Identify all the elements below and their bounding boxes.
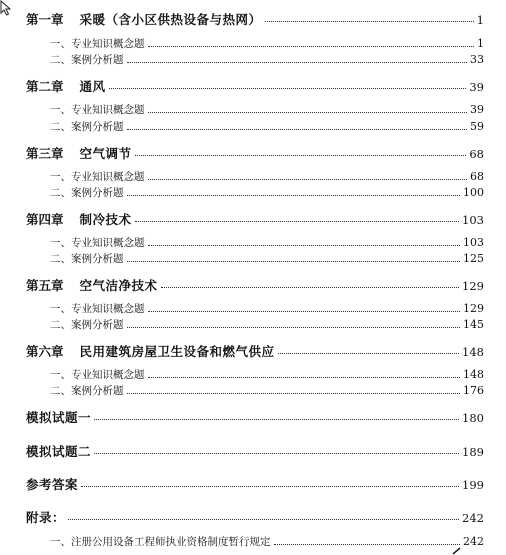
page-number: 59	[470, 120, 484, 133]
dot-leader	[148, 244, 461, 246]
page-number: 189	[462, 445, 484, 459]
dot-leader	[94, 452, 459, 454]
toc-appendix[interactable]	[26, 508, 484, 526]
dot-leader	[109, 87, 467, 89]
page-number: 129	[463, 302, 484, 315]
toc-section[interactable]	[50, 251, 484, 266]
section-label: 一、专业知识概念题	[50, 237, 145, 249]
section-label: 二、案例分析题	[50, 121, 124, 133]
toc-section[interactable]	[50, 169, 484, 184]
page-number: 180	[462, 411, 484, 425]
page-number: 148	[462, 345, 484, 359]
dot-leader	[135, 220, 460, 222]
toc-chapter-5[interactable]	[26, 276, 484, 294]
dot-leader	[127, 392, 461, 394]
dot-leader	[68, 518, 459, 520]
page-number: 125	[463, 252, 484, 265]
section-label: 二、案例分析题	[50, 54, 124, 66]
scan-mark-icon	[452, 545, 462, 555]
section-label: 一、专业知识概念题	[50, 303, 145, 315]
chapter-number: 第五章	[26, 278, 64, 293]
page-number: 242	[463, 535, 484, 548]
page-number: 68	[469, 147, 484, 161]
dot-leader	[148, 111, 468, 113]
toc-reference-answers[interactable]	[26, 475, 484, 493]
toc-section[interactable]	[50, 52, 484, 67]
dot-leader	[161, 286, 460, 288]
page-number: 199	[462, 478, 484, 492]
entry-title: 模拟试题二	[26, 444, 92, 459]
section-label: 一、注册公用设备工程师执业资格制度暂行规定	[50, 536, 271, 548]
toc-chapter-4[interactable]	[26, 210, 484, 228]
chapter-number: 第一章	[26, 12, 64, 27]
toc-section[interactable]	[50, 36, 484, 51]
entry-title: 参考答案	[26, 477, 79, 492]
page-number: 129	[462, 279, 484, 293]
page-number: 148	[463, 368, 484, 381]
page-number: 39	[470, 103, 484, 116]
section-label: 一、专业知识概念题	[50, 171, 145, 183]
chapter-number: 第四章	[26, 212, 64, 227]
toc-section[interactable]	[50, 119, 484, 134]
dot-leader	[148, 45, 475, 47]
dot-leader	[274, 543, 461, 545]
section-label: 二、案例分析题	[50, 385, 124, 397]
toc-mock-test-2[interactable]	[26, 442, 484, 460]
page-number: 176	[463, 384, 484, 397]
dot-leader	[81, 485, 459, 487]
toc-section[interactable]	[50, 383, 484, 398]
toc-chapter-3[interactable]	[26, 144, 484, 162]
section-label: 一、专业知识概念题	[50, 38, 145, 50]
page-number: 39	[469, 80, 484, 94]
page-number: 145	[463, 318, 484, 331]
dot-leader	[127, 194, 461, 196]
section-label: 一、专业知识概念题	[50, 104, 145, 116]
toc-chapter-2[interactable]	[26, 77, 484, 95]
toc-section[interactable]	[50, 185, 484, 200]
dot-leader	[127, 260, 461, 262]
chapter-title: 通风	[79, 79, 106, 94]
toc-section[interactable]	[50, 102, 484, 117]
dot-leader	[148, 310, 461, 312]
page-number: 103	[463, 236, 484, 249]
dot-leader	[148, 376, 461, 378]
chapter-title: 制冷技术	[79, 212, 132, 227]
page-number: 100	[463, 186, 484, 199]
chapter-number: 第二章	[26, 79, 64, 94]
toc-mock-test-1[interactable]	[26, 408, 484, 426]
toc-chapter-6[interactable]	[26, 342, 484, 360]
section-label: 二、案例分析题	[50, 187, 124, 199]
toc-section[interactable]	[50, 317, 484, 332]
entry-title: 附录：	[26, 510, 66, 525]
toc-section[interactable]	[50, 301, 484, 316]
section-label: 二、案例分析题	[50, 319, 124, 331]
dot-leader	[94, 418, 459, 420]
dot-leader	[127, 326, 461, 328]
section-label: 一、专业知识概念题	[50, 369, 145, 381]
dot-leader	[135, 154, 467, 156]
chapter-title: 空气调节	[79, 146, 132, 161]
page-number: 1	[477, 37, 484, 50]
chapter-title: 采暖（含小区供热设备与热网）	[79, 12, 262, 27]
page-number: 33	[470, 53, 484, 66]
chapter-title: 空气洁净技术	[79, 278, 158, 293]
dot-leader	[278, 352, 460, 354]
page-number: 242	[462, 511, 484, 525]
chapter-number: 第六章	[26, 344, 64, 359]
page-number: 1	[476, 13, 484, 27]
toc-section[interactable]	[50, 367, 484, 382]
chapter-number: 第三章	[26, 146, 64, 161]
section-label: 二、案例分析题	[50, 253, 124, 265]
dot-leader	[265, 20, 474, 22]
chapter-title: 民用建筑房屋卫生设备和燃气供应	[79, 344, 275, 359]
toc-section[interactable]	[50, 534, 484, 549]
toc-section[interactable]	[50, 235, 484, 250]
dot-leader	[148, 178, 468, 180]
dot-leader	[127, 61, 468, 63]
dot-leader	[127, 128, 468, 130]
page-number: 103	[462, 213, 484, 227]
page-number: 68	[470, 170, 484, 183]
entry-title: 模拟试题一	[26, 410, 92, 425]
toc-chapter-1[interactable]	[26, 10, 484, 28]
